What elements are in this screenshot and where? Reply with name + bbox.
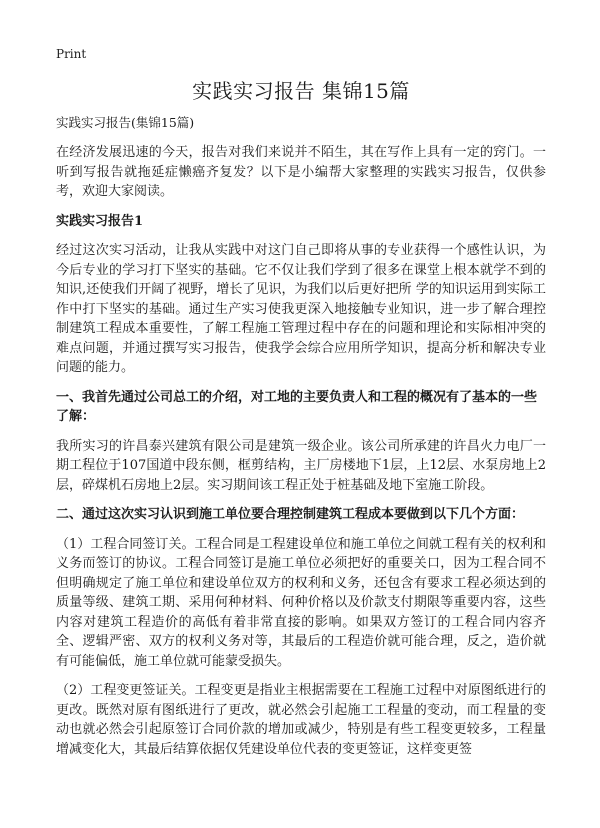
change-visa-paragraph: （2）工程变更签证关。工程变更是指业主根据需要在工程施工过程中对原图纸进行的更改。既然对原有图纸进行了更改，就必然会引起施工工程量的变动，而工程量的变动也就必然会引起原签订合同价款的增加或减少，特别是有些工程变更较多，工程量增减变化大，其最后结算依据仅凭建设单位代表的变更签证，这样变更签: [56, 683, 546, 757]
intro-paragraph: 在经济发展迅速的今天，报告对我们来说并不陌生，其在写作上具有一定的窍门。一听到写报告就拖延症懒癌齐复发？以下是小编帮大家整理的实践实习报告，仅供参考，欢迎大家阅读。: [56, 145, 546, 199]
part-one-paragraph: 我所实习的许昌泰兴建筑有限公司是建筑一级企业。该公司所承建的许昌火力电厂一期工程位于107国道中段东侧，框剪结构，主厂房楼地下1层，上12层、水泵房地上2层，碎煤机石房地上2层。实习期间该工程正处于桩基础及地下室施工阶段。: [56, 438, 546, 493]
report-1-paragraph: 经过这次实习活动，让我从实践中对这门自己即将从事的专业获得一个感性认识，为今后专业的学习打下坚实的基础。它不仅让我们学到了很多在课堂上根本就学不到的知识,还使我们开阔了视野，增长了见识，为我们以后更好把所 学的知识运用到实际工作中打下坚实的基础。通过生产实习使我更深入地接触专业知识，进一步了解合理控制建筑工程成本重要性，了解工程施工管理过程中存在的问题和理论和实际相冲突的难点问题，并通过撰写实习报告，使我学会综合应用所学知识，提高分析和解决专业问题的能力。: [56, 243, 546, 375]
heading-part-one: 一、我首先通过公司总工的介绍，对工地的主要负责人和工程的概况有了基本的一些了解：: [56, 389, 538, 424]
heading-part-two: 二、通过这次实习认识到施工单位要合理控制建筑工程成本要做到以下几个方面：: [56, 507, 525, 522]
contract-signing-paragraph: （1）工程合同签订关。工程合同是工程建设单位和施工单位之间就工程有关的权利和义务而签订的协议。工程合同签订是施工单位必须把好的重要关口，因为工程合同不但明确规定了施工单位和建设单位双方的权利和义务，还包含有要求工程必须达到的质量等级、建筑工期、采用何种材料、何种价格以及价款支付期限等重要内容，这些内容对建筑工程造价的高低有着非常直接的影响。如果双方签订的工程合同内容齐全、逻辑严密、双方的权利义务对等，其最后的工程造价就可能合理，反之，造价就有可能偏低，施工单位就可能蒙受损失。: [56, 536, 546, 669]
print-link[interactable]: Print: [56, 47, 87, 61]
section-heading-report-1: 实践实习报告1: [56, 213, 144, 229]
page-title: 实践实习报告 集锦15篇: [192, 79, 410, 103]
document-subtitle: 实践实习报告(集锦15篇): [56, 115, 195, 130]
